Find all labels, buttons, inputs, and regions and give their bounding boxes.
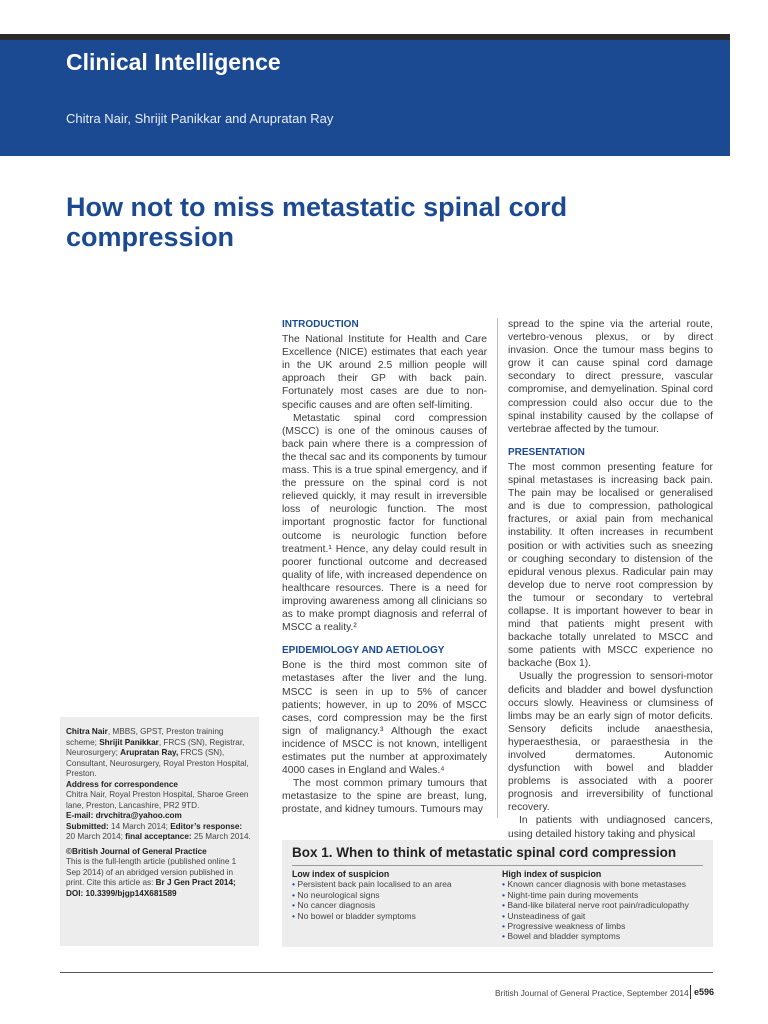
heading-introduction: INTRODUCTION <box>282 319 359 330</box>
affiliation-text: , MBBS, GPST, Preston training scheme; <box>66 727 224 747</box>
editor-date: 20 March 2014; <box>66 832 126 841</box>
email-link[interactable]: E-mail: drvchitra@yahoo.com <box>66 811 182 820</box>
list-item: • Night-time pain during movements <box>502 890 707 900</box>
correspondence-address: Chitra Nair, Royal Preston Hospital, Sharoe Green lane, Preston, Lancashire, PR2 9TD. <box>66 790 249 810</box>
author-name: Arupratan Ray, <box>120 748 179 757</box>
editor-label: Editor’s response: <box>170 821 243 831</box>
final-date: 25 March 2014. <box>191 832 251 841</box>
page-number: e596 <box>694 987 715 997</box>
author-name: Chitra Nair <box>66 727 108 736</box>
heading-epidemiology: EPIDEMIOLOGY AND AETIOLOGY <box>282 645 445 657</box>
box-title: Box 1. When to think of metastatic spinal cord compression <box>292 845 677 860</box>
high-suspicion-column <box>502 869 707 942</box>
article-title: How not to miss metastatic spinal cord compression <box>66 192 568 252</box>
list-item: • No bowel or bladder symptoms <box>292 911 492 921</box>
affiliation-text: , FRCS (SN), Registrar, Neurosurgery; <box>66 737 245 757</box>
affiliation-text: FRCS (SN), Consultant, Neurosurgery, Royal Preston Hospital, Preston. <box>66 748 249 778</box>
author-line: Chitra Nair, Shrijit Panikkar and Arupratan Ray <box>66 111 334 126</box>
heading-presentation: PRESENTATION <box>508 446 585 458</box>
author-info-sidebar <box>60 717 259 946</box>
paragraph: Usually the progression to sensori-motor deficits and bladder and bowel dysfunction occurs slowly. Heaviness or clumsiness of limbs may be an early sign of motor deficits. Sensory deficits include anaesthesia, hyperaesthesia, or paraesthesia in the involved dermatomes. Autonomic dysfunction with bowel and bladder problems is associated with a poorer prognosis and irreversibility of functional recovery. <box>508 671 713 814</box>
author-name: Shrijit Panikkar <box>99 737 159 747</box>
journal-footer: British Journal of General Practice, September 2014 <box>495 988 689 998</box>
footer-separator <box>690 985 691 999</box>
author-affiliations <box>66 727 253 780</box>
list-item: • Persistent back pain localised to an area <box>292 879 492 889</box>
paragraph: In patients with undiagnosed cancers, using detailed history taking and physical <box>508 815 713 840</box>
low-suspicion-heading: Low index of suspicion <box>292 869 390 879</box>
paragraph: spread to the spine via the arterial route, vertebro-venous plexus, or by direct invasion. Once the tumour mass begins to grow it can cause spinal cord damage secondary to direct pressure, vascular compromise, and demyelination. Spinal cord compression could also occur due to the spinal instability caused by the collapse of vertebrae affected by the tumour. <box>508 319 713 435</box>
citation: Br J Gen Pract 2014; DOI: 10.3399/bjgp14X681589 <box>66 878 236 898</box>
submission-dates <box>66 822 253 843</box>
list-item: • No cancer diagnosis <box>292 900 492 910</box>
text-column-1 <box>282 318 487 816</box>
high-suspicion-heading: High index of suspicion <box>502 869 602 879</box>
correspondence-heading: Address for correspondence <box>66 779 178 789</box>
paragraph: Metastatic spinal cord compression (MSCC) is one of the ominous causes of back pain where there is a compression of the thecal sac and its components by tumour mass. This is a true spinal emergency, and if the pressure on the spinal cord is not relieved quickly, it may result in irreversible loss of neurologic function. The most important prognostic factor for functional outcome is neurologic function before treatment.¹ Hence, any delay could result in poorer functional outcome and decreased quality of life, with increased dependence on healthcare resources. There is a need for improving awareness among all clinicians so as to make prompt diagnosis and referral of MSCC a reality.² <box>282 412 487 634</box>
low-suspicion-column <box>292 869 492 921</box>
footer-rule <box>60 972 713 973</box>
citation-note <box>66 857 253 899</box>
version-text: This is the full-length article (published online 1 Sep 2014) of an abridged version published in print. Cite this article as: <box>66 857 237 887</box>
box-1 <box>282 840 713 947</box>
submitted-date: 14 March 2014; <box>108 821 171 831</box>
list-item: • Known cancer diagnosis with bone metastases <box>502 879 707 889</box>
list-item: • Progressive weakness of limbs <box>502 921 707 931</box>
paragraph: Bone is the third most common site of metastases after the liver and the lung. MSCC is seen in up to 5% of cancer patients; however, in up to 20% of MSCC cases, cord compression may be the first sign of malignancy.³ Although the exact incidence of MSCC is not known, intelligent estimates put the number at approximately 4000 cases in England and Wales.⁴ <box>282 660 487 777</box>
paragraph: The National Institute for Health and Care Excellence (NICE) estimates that each year in the UK around 2.5 million people will approach their GP with back pain. Fortunately most cases are due to non-specific causes and are often self-limiting. <box>282 334 487 411</box>
list-item: • No neurological signs <box>292 890 492 900</box>
submitted-label: Submitted: <box>66 821 109 831</box>
box-divider <box>292 865 703 866</box>
paragraph: The most common presenting feature for spinal metastases is increasing back pain. The pain may be localised or generalised and is due to compression, pathological fractures, or axial pain from mechanical instability. It often increases in recumbent position or with activities such as sneezing or coughing secondary to distension of the epidural venous plexus. Radicular pain may develop due to nerve root compression by the tumour or secondary to vertebral collapse. It is important however to bear in mind that patients might present with backache totally unrelated to MSCC and some patients with MSCC experience no backache (Box 1). <box>508 461 713 670</box>
list-item: • Unsteadiness of gait <box>502 911 707 921</box>
final-label: final acceptance: <box>125 832 192 841</box>
column-divider <box>497 318 498 818</box>
copyright: ©British Journal of General Practice <box>66 846 207 856</box>
list-item: • Bowel and bladder symptoms <box>502 931 707 941</box>
text-column-2 <box>508 318 713 841</box>
paragraph: The most common primary tumours that metastasize to the spine are breast, lung, prostate, and kidney tumours. Tumours may <box>282 778 487 816</box>
list-item: • Band-like bilateral nerve root pain/radiculopathy <box>502 900 707 910</box>
section-title: Clinical Intelligence <box>66 49 281 75</box>
